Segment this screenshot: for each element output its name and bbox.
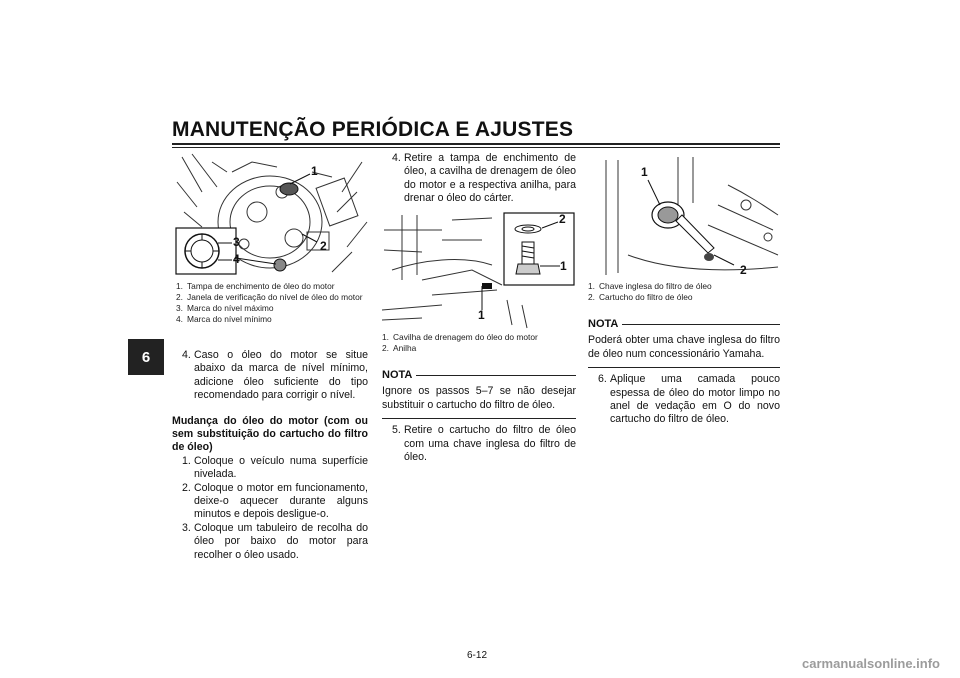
step-6: 6. Aplique uma camada pouco espessa de óleo do motor limpo no anel de vedação em O do novo cartucho do filtro de óleo.: [598, 373, 780, 426]
callout-1-bottom: 1: [478, 308, 485, 322]
column-1-text: [172, 349, 368, 562]
figure3-captions: [588, 281, 780, 303]
page-number: 6-12: [467, 650, 488, 661]
nota-text: Ignore os passos 5–7 se não desejar substituir o cartucho do filtro de óleo.: [382, 385, 576, 411]
step-3: 3. Coloque um tabuleiro de recolha do óleo por baixo do motor para recolher o óleo usado.: [182, 521, 368, 561]
callout-2: 2: [559, 212, 566, 226]
header-rule: [172, 143, 780, 145]
caption-item: 1. Chave inglesa do filtro de óleo: [588, 281, 712, 291]
header-rule-thin: [172, 147, 780, 148]
caption-item: 1. Tampa de enchimento de óleo do motor: [176, 281, 335, 291]
col2-step-4: 4. Retire a tampa de enchimento de óleo, a cavilha de drenagem de óleo do motor e a respectiva anilha, para drenar o óleo do cárter.: [392, 152, 576, 205]
caption-item: 2. Anilha: [382, 343, 417, 353]
section-tab: 6: [128, 339, 164, 375]
page-title: MANUTENÇÃO PERIÓDICA E AJUSTES: [172, 118, 574, 141]
callout-1: 1: [560, 259, 567, 273]
callout-4: 4: [233, 252, 240, 266]
caption-item: 1. Cavilha de drenagem do óleo do motor: [382, 332, 538, 342]
engine-oil-fill-illustration: [172, 152, 372, 280]
callout-2: 2: [320, 239, 327, 253]
caption-item: 4. Marca do nível mínimo: [176, 314, 272, 324]
callout-3: 3: [233, 235, 240, 249]
figure2-captions: [382, 332, 576, 354]
nota-heading: NOTA: [588, 318, 780, 331]
watermark: carmanualsonline.info: [802, 656, 940, 671]
step-2: 2. Coloque o motor em funcionamento, deixe-o aquecer durante alguns minutos e depois desligue-o.: [182, 481, 368, 521]
caption-item: 3. Marca do nível máximo: [176, 303, 274, 313]
step-1: 1. Coloque o veículo numa superfície nivelada.: [182, 454, 368, 481]
col3-nota: [588, 318, 780, 427]
nota-heading: NOTA: [382, 369, 576, 382]
callout-1: 1: [311, 164, 318, 178]
caption-item: 2. Cartucho do filtro de óleo: [588, 292, 693, 302]
callout-1: 1: [641, 165, 648, 179]
figure1-captions: [176, 281, 372, 325]
oil-filter-wrench-illustration: [588, 155, 782, 281]
caption-item: 2. Janela de verificação do nível de óleo do motor: [176, 292, 363, 302]
section-heading-oil-change: Mudança do óleo do motor (com ou sem substituição do cartucho do filtro de óleo): [172, 414, 368, 454]
callout-2: 2: [740, 263, 747, 277]
step-5: 5. Retire o cartucho do filtro de óleo com uma chave inglesa do filtro de óleo.: [392, 424, 576, 464]
nota-rule: [588, 367, 780, 368]
col2-nota: [382, 369, 576, 464]
step-4-check-level: 4. Caso o óleo do motor se situe abaixo da marca de nível mínimo, adicione óleo suficiente do tipo recomendado para corrigir o nível.: [182, 349, 368, 402]
nota-rule: [382, 418, 576, 419]
nota-text: Poderá obter uma chave inglesa do filtro de óleo num concessionário Yamaha.: [588, 334, 780, 360]
